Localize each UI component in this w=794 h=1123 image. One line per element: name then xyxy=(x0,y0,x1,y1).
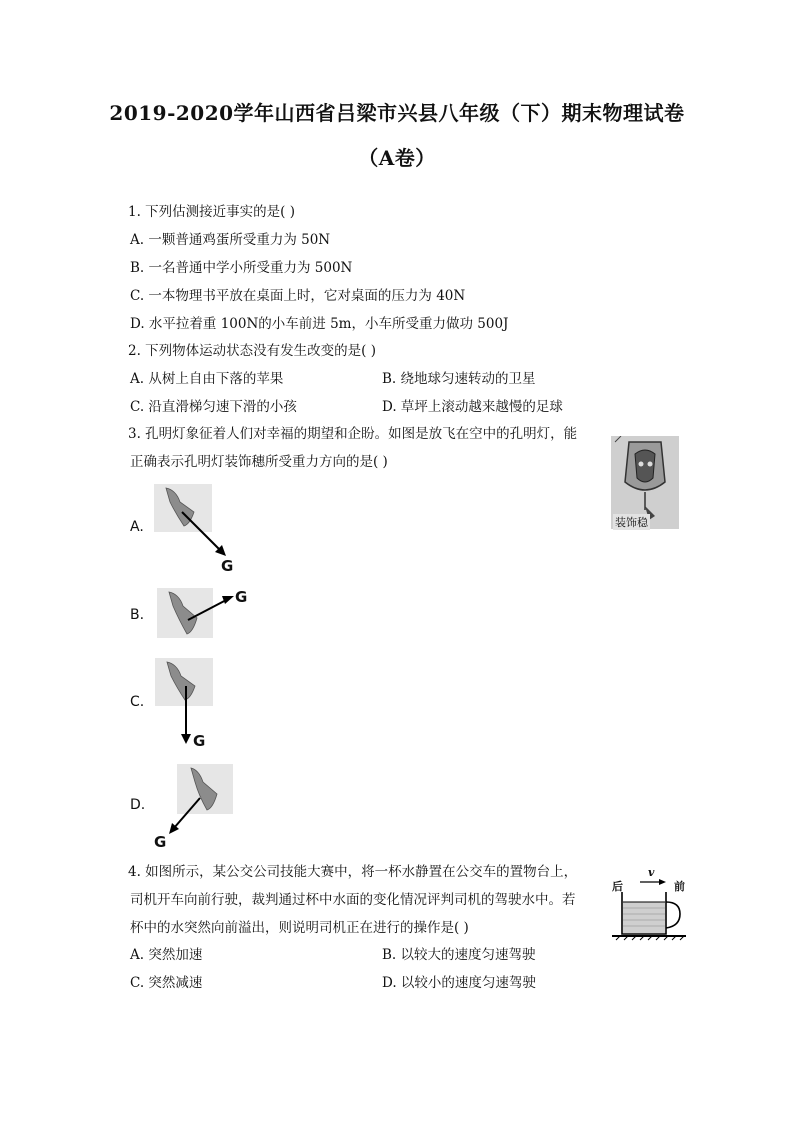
q3-option-a-arrow xyxy=(170,500,250,580)
q2-option-c: C. 沿直滑梯匀速下滑的小孩 xyxy=(130,399,297,415)
q3-option-c-g: G xyxy=(193,732,206,750)
cup-figure xyxy=(606,866,692,942)
paper-subtitle: （A卷） xyxy=(358,146,436,170)
q3-option-b-arrow xyxy=(180,590,260,650)
q3-stem-line1: 3. 孔明灯象征着人们对幸福的期望和企盼。如图是放飞在空中的孔明灯，能 xyxy=(128,426,578,442)
q4-stem-line3: 杯中的水突然向前溢出，则说明司机正在进行的操作是( ) xyxy=(130,920,469,936)
q2-option-d: D. 草坪上滚动越来越慢的足球 xyxy=(382,399,563,415)
cup-label-back: 后 xyxy=(612,880,623,893)
lantern-figure xyxy=(611,436,679,529)
q2-option-a: A. 从树上自由下落的苹果 xyxy=(130,371,284,387)
q3-option-b-label: B. xyxy=(130,607,145,623)
q4-option-c: C. 突然减速 xyxy=(130,975,203,991)
q3-option-d-g: G xyxy=(154,833,167,851)
q1-stem: 1. 下列估测接近事实的是( ) xyxy=(128,204,295,220)
q3-option-d-label: D. xyxy=(130,797,146,813)
q3-stem-line2: 正确表示孔明灯装饰穗所受重力方向的是( ) xyxy=(130,454,388,470)
q1-option-b: B. 一名普通中学小所受重力为 500N xyxy=(130,260,353,276)
q3-option-a-label: A. xyxy=(130,519,144,535)
q3-option-b-g: G xyxy=(235,588,248,606)
q1-option-a: A. 一颗普通鸡蛋所受重力为 50N xyxy=(130,232,331,248)
q4-stem-line2: 司机开车向前行驶，裁判通过杯中水面的变化情况评判司机的驾驶水中。若 xyxy=(130,892,576,908)
q2-option-b: B. 绕地球匀速转动的卫星 xyxy=(382,371,536,387)
q1-option-d: D. 水平拉着重 100N的小车前进 5m，小车所受重力做功 500J xyxy=(130,316,509,332)
cup-label-velocity: v xyxy=(648,866,655,879)
q2-stem: 2. 下列物体运动状态没有发生改变的是( ) xyxy=(128,343,376,359)
q1-option-c: C. 一本物理书平放在桌面上时，它对桌面的压力为 40N xyxy=(130,288,466,304)
cup-label-front: 前 xyxy=(674,880,685,893)
q4-option-a: A. 突然加速 xyxy=(130,947,203,963)
q4-stem-line1: 4. 如图所示，某公交公司技能大赛中，将一杯水静置在公交车的置物台上， xyxy=(128,864,578,880)
q4-option-b: B. 以较大的速度匀速驾驶 xyxy=(382,947,536,963)
paper-title: 2019-2020学年山西省吕梁市兴县八年级（下）期末物理试卷 xyxy=(109,101,685,125)
q4-option-d: D. 以较小的速度匀速驾驶 xyxy=(382,975,536,991)
lantern-caption: 装饰稳 xyxy=(615,516,648,529)
q3-option-a-g: G xyxy=(221,557,234,575)
q3-option-d-arrow xyxy=(160,790,220,840)
q3-option-c-label: C. xyxy=(130,694,145,710)
